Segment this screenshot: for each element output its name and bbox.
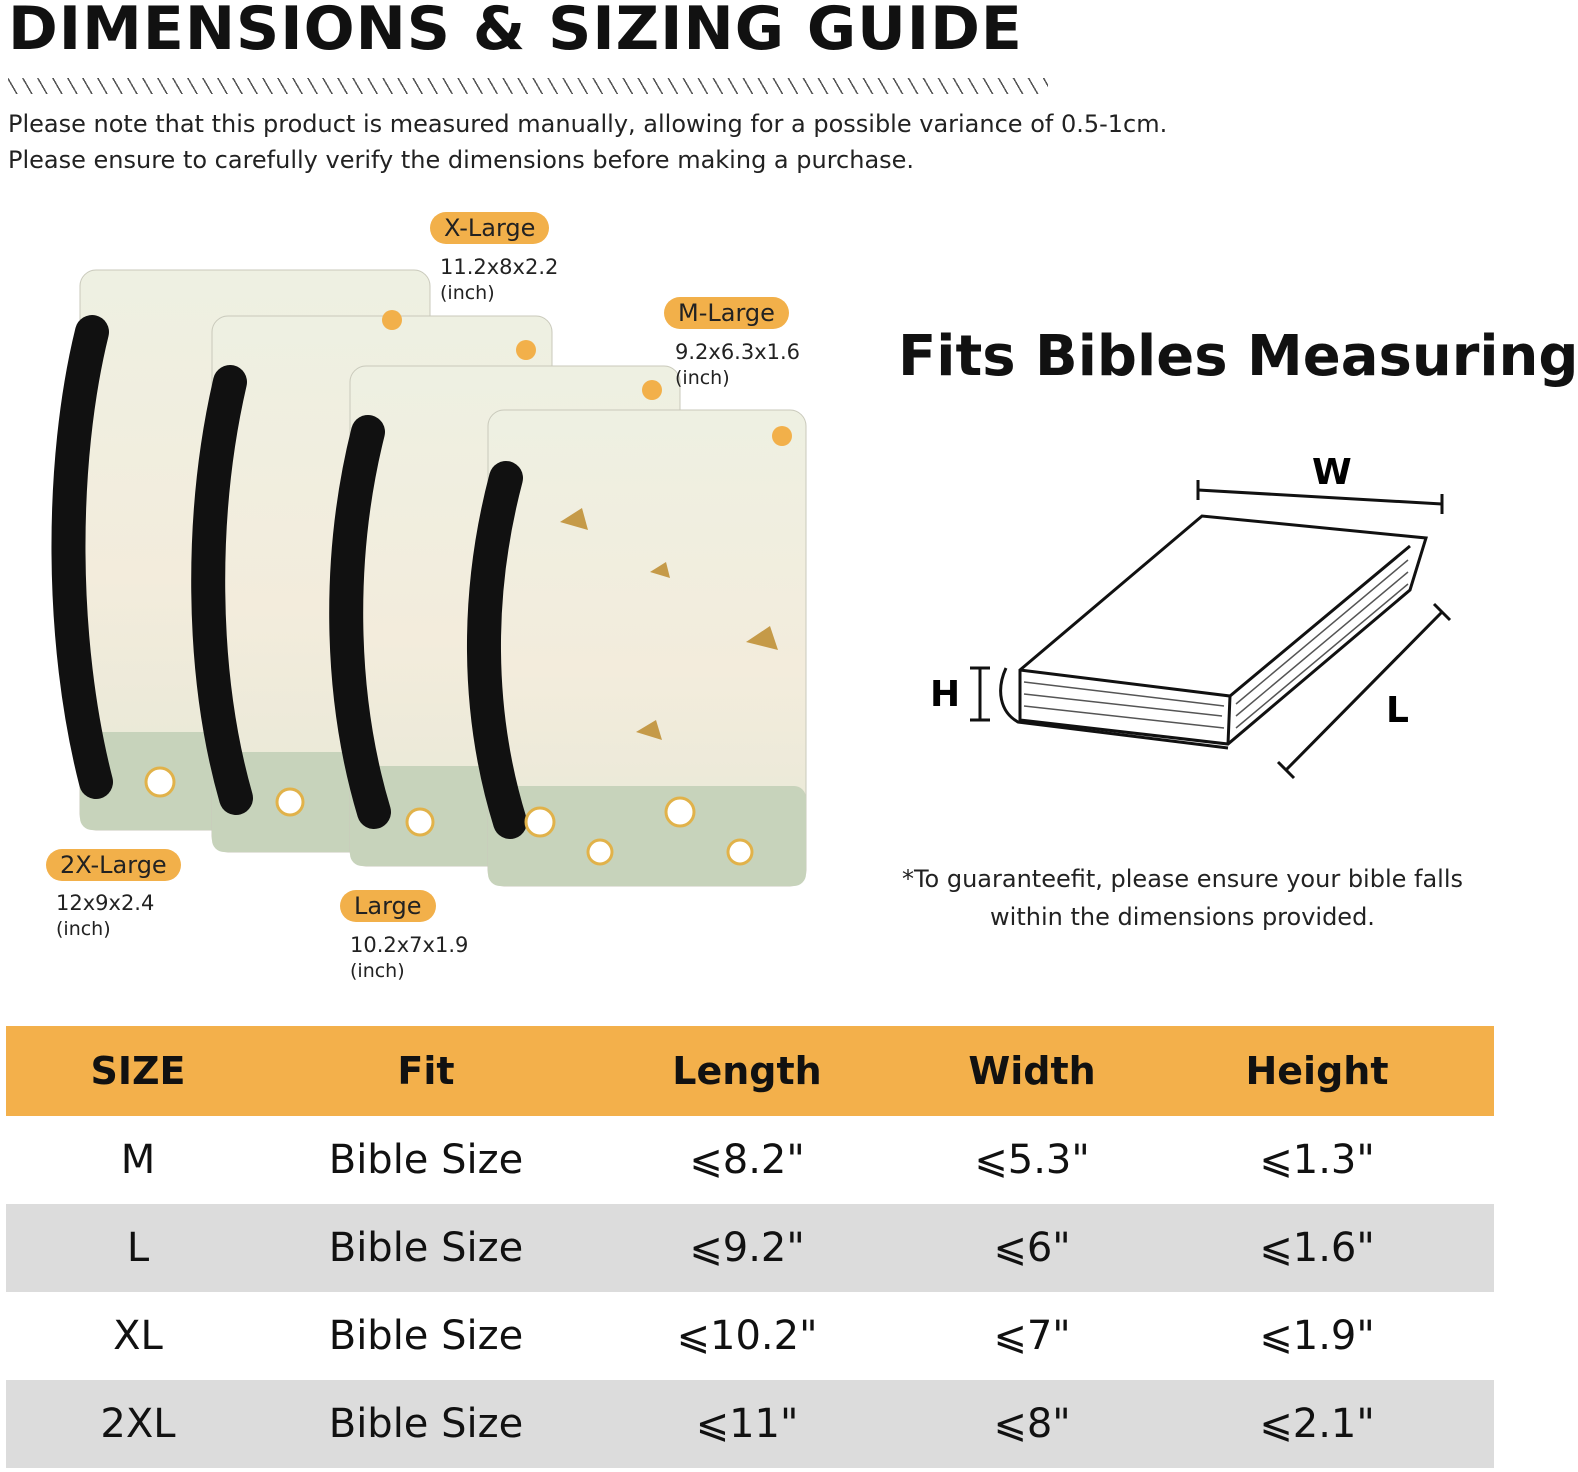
page-title: DIMENSIONS & SIZING GUIDE [8,0,1023,64]
height-label: H [930,674,961,715]
ml-size-pill: M-Large [664,297,789,329]
header-length: Length [672,1049,822,1093]
fit-cell: Bible Size [328,1137,524,1183]
l-dims-value: 10.2x7x1.9 [350,933,469,957]
size-cell: XL [113,1313,163,1359]
width-cell: ⩽6" [993,1225,1071,1271]
table-header-row [6,1026,1494,1116]
length-cell: ⩽10.2" [676,1313,818,1359]
width-cell: ⩽8" [993,1401,1071,1447]
length-cell: ⩽8.2" [689,1137,805,1183]
ml-dims [675,339,800,391]
book-dimension-diagram [920,450,1460,790]
width-label: W [1312,452,1352,493]
size-cell: 2XL [100,1401,176,1447]
size-cell: L [126,1225,150,1271]
length-cell: ⩽9.2" [689,1225,805,1271]
table-row [6,1292,1494,1380]
table-row [6,1380,1494,1468]
l-size-pill: Large [340,890,436,922]
fit-cell: Bible Size [328,1313,524,1359]
guarantee-line-1: *To guaranteefit, please ensure your bible falls [901,865,1464,893]
l-dims [350,932,468,984]
guarantee-note [880,860,1485,936]
xxl-size-pill: 2X-Large [46,849,181,881]
header-fit: Fit [397,1049,455,1093]
height-cell: ⩽2.1" [1259,1401,1375,1447]
height-cell: ⩽1.6" [1259,1225,1375,1271]
height-cell: ⩽1.3" [1259,1137,1375,1183]
size-table [6,1026,1494,1468]
header-size: SIZE [90,1049,186,1093]
size-cell: M [120,1137,156,1183]
xl-dims [440,254,558,306]
header-width: Width [968,1049,1096,1093]
verify-note: Please ensure to carefully verify the dimensions before making a purchase. [8,146,915,174]
cover-m-large [484,380,806,886]
height-cell: ⩽1.9" [1259,1313,1375,1359]
xxl-dims-unit: (inch) [56,918,111,940]
xxl-dims [56,890,154,942]
xxl-dims-value: 12x9x2.4 [56,891,155,915]
xl-size-pill: X-Large [430,212,549,244]
table-row [6,1116,1494,1204]
fit-cell: Bible Size [328,1225,524,1271]
xl-dims-value: 11.2x8x2.2 [440,255,559,279]
measurement-note: Please note that this product is measured manually, allowing for a possible variance of 0.5-1cm. [8,110,1168,138]
fits-heading: Fits Bibles Measuring [898,324,1578,389]
l-dims-unit: (inch) [350,960,405,982]
fit-cell: Bible Size [328,1401,524,1447]
guarantee-line-2: within the dimensions provided. [990,903,1375,931]
table-row [6,1204,1494,1292]
hatch-divider [8,78,1048,94]
ml-dims-unit: (inch) [675,367,730,389]
ml-dims-value: 9.2x6.3x1.6 [675,340,801,364]
xl-dims-unit: (inch) [440,282,495,304]
length-cell: ⩽11" [695,1401,799,1447]
length-label: L [1386,690,1409,731]
header-height: Height [1245,1049,1389,1093]
width-cell: ⩽5.3" [974,1137,1090,1183]
width-cell: ⩽7" [993,1313,1071,1359]
